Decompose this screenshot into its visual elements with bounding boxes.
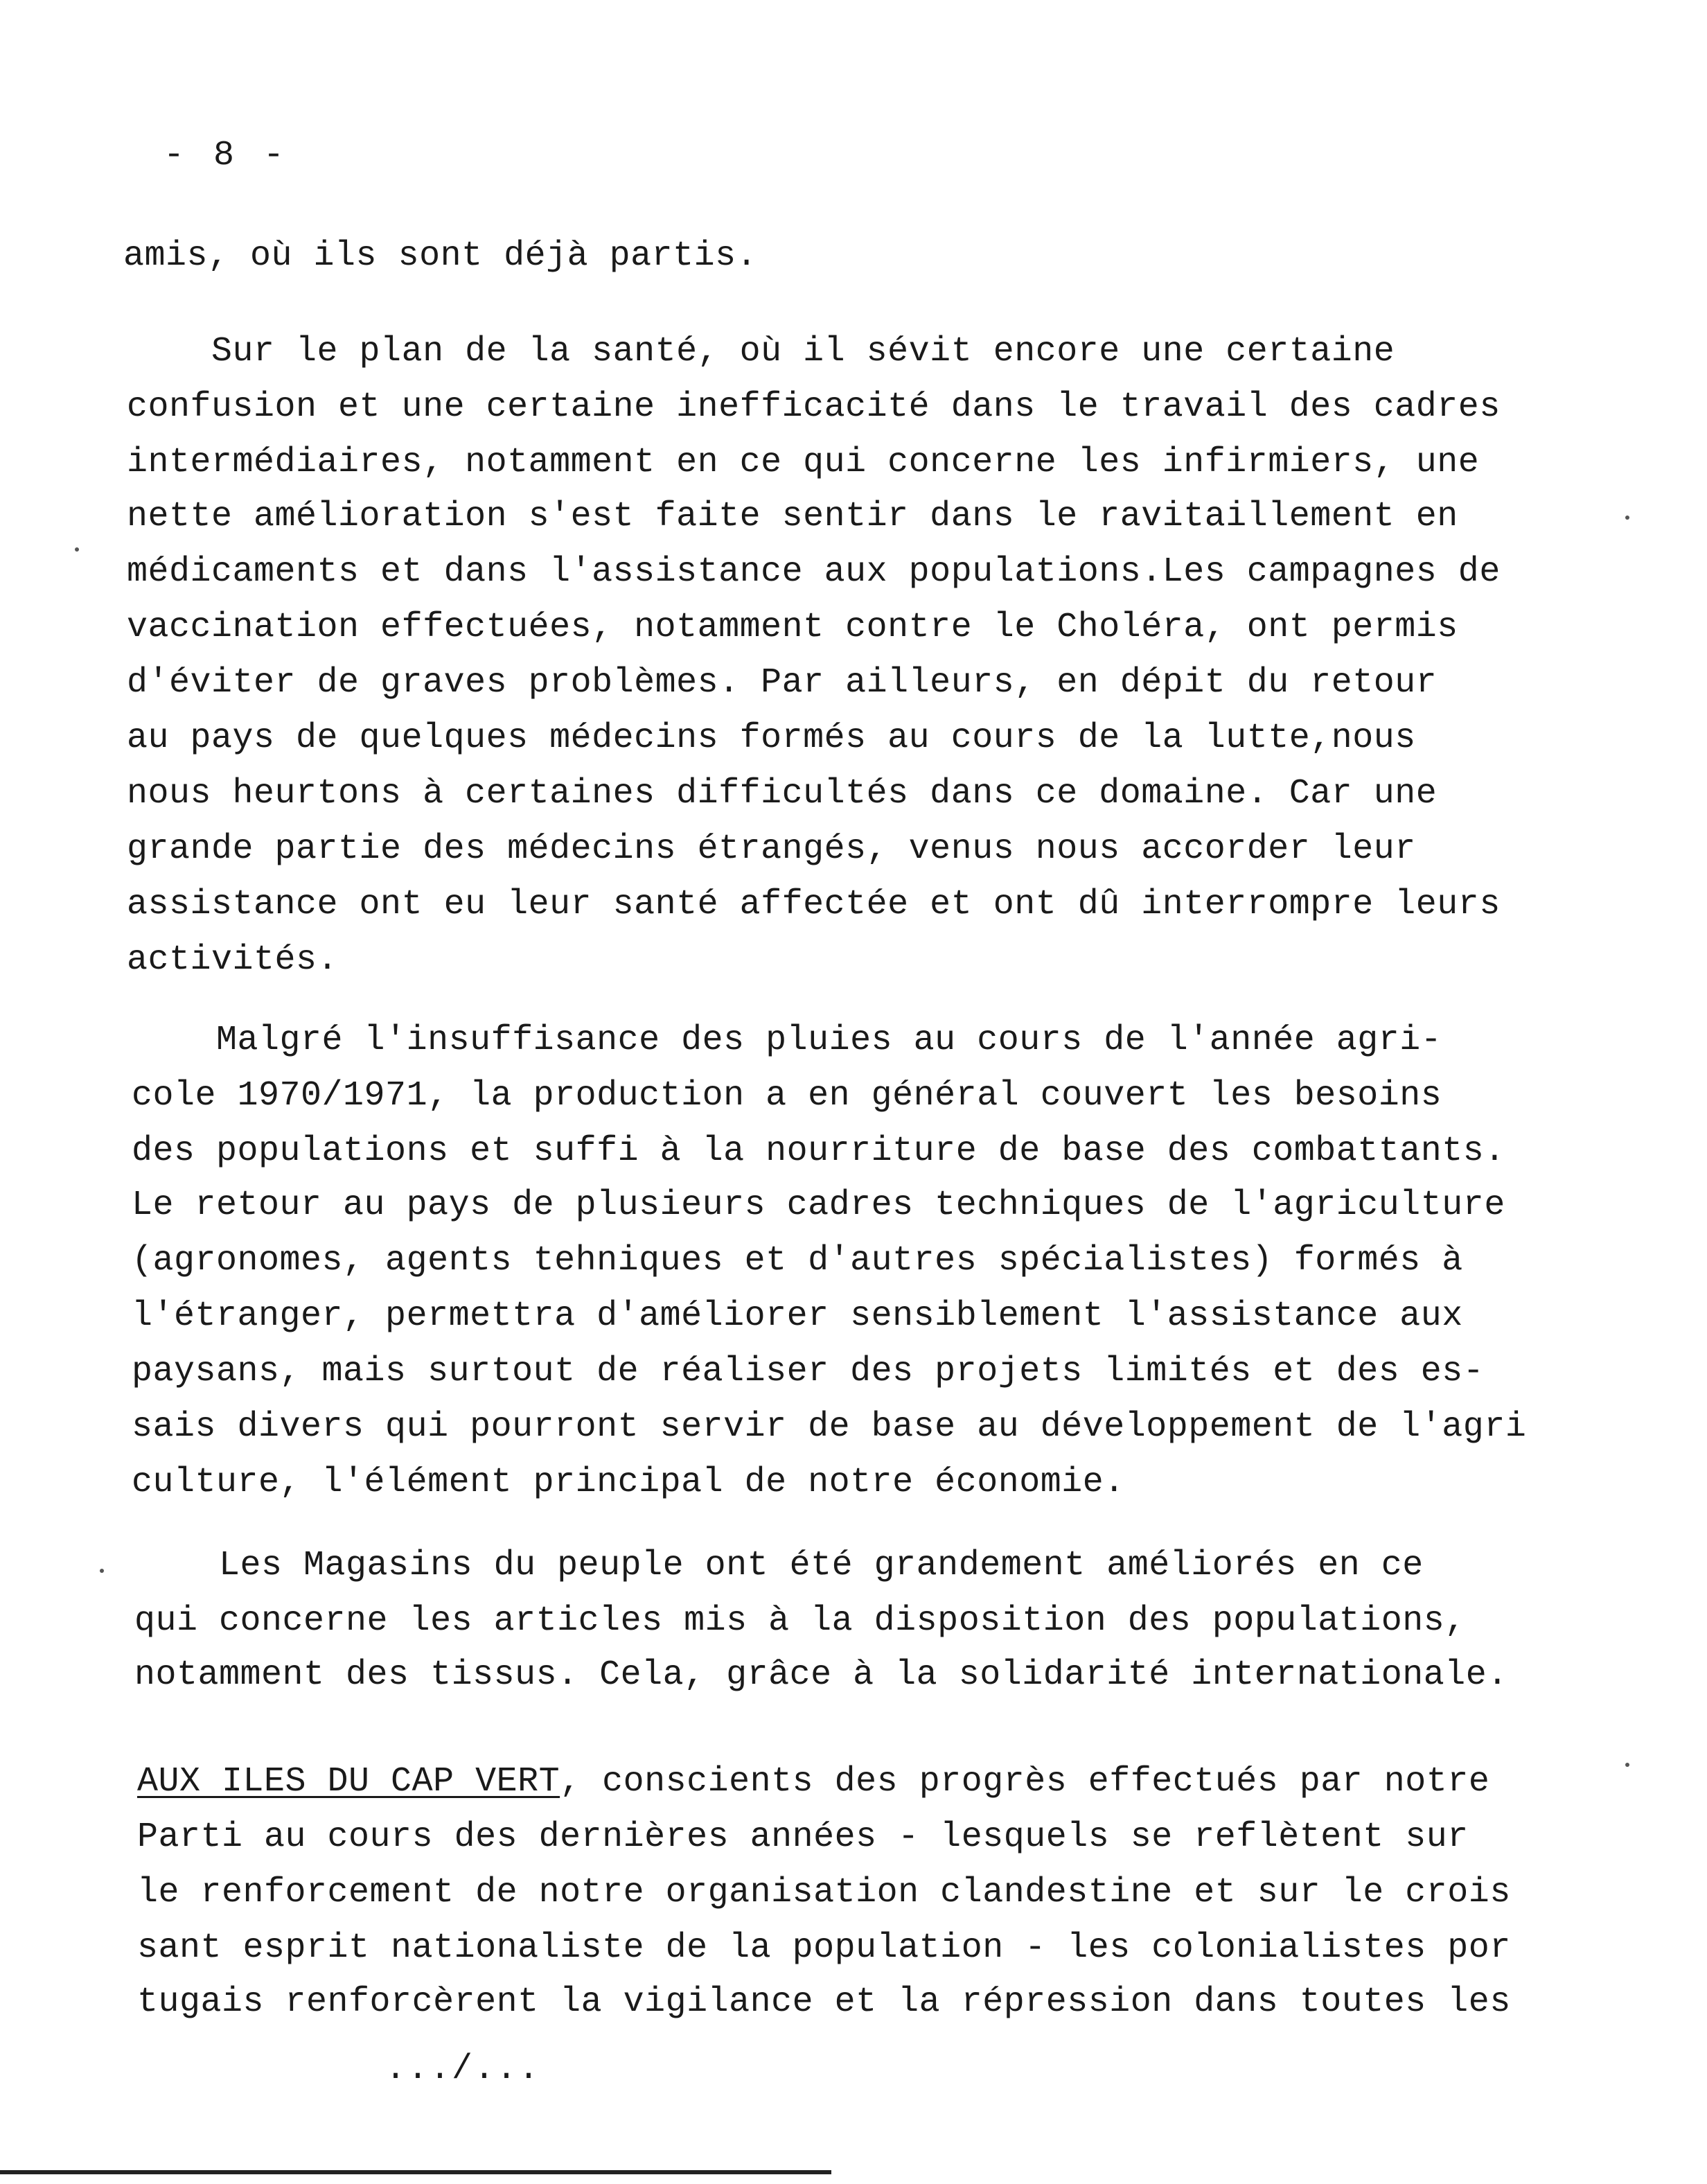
text-line: nous heurtons à certaines difficultés dans ce domaine. Car une bbox=[127, 774, 1438, 813]
continuation-mark: .../... bbox=[385, 2050, 541, 2089]
text-line: notamment des tissus. Cela, grâce à la solidarité internationale. bbox=[134, 1655, 1508, 1695]
text-line: confusion et une certaine inefficacité dans le travail des cadres bbox=[127, 387, 1501, 427]
text-line: le renforcement de notre organisation clandestine et sur le crois bbox=[137, 1873, 1511, 1912]
text-line: Les Magasins du peuple ont été grandement améliorés en ce bbox=[134, 1546, 1424, 1585]
text-line: l'étranger, permettra d'améliorer sensiblement l'assistance aux bbox=[132, 1296, 1463, 1336]
text-line: cole 1970/1971, la production a en général couvert les besoins bbox=[132, 1076, 1442, 1116]
scan-speck bbox=[100, 1569, 104, 1573]
page-number: - 8 - bbox=[163, 136, 289, 175]
text-line: sais divers qui pourront servir de base au développement de l'agri bbox=[132, 1407, 1527, 1447]
scan-speck bbox=[1625, 516, 1629, 520]
text-line: des populations et suffi à la nourriture de base des combattants. bbox=[132, 1131, 1505, 1171]
text-line: nette amélioration s'est faite sentir dans le ravitaillement en bbox=[127, 497, 1458, 536]
text-line: intermédiaires, notamment en ce qui concerne les infirmiers, une bbox=[127, 443, 1480, 482]
section-line-text: , conscients des progrès effectués par notre bbox=[560, 1762, 1490, 1802]
text-line: paysans, mais surtout de réaliser des projets limités et des es- bbox=[132, 1352, 1485, 1391]
page-bottom-edge bbox=[0, 2170, 831, 2174]
text-line: au pays de quelques médecins formés au cours de la lutte,nous bbox=[127, 719, 1416, 758]
text-line: assistance ont eu leur santé affectée et ont dû interrompre leurs bbox=[127, 885, 1501, 924]
text-line: sant esprit nationaliste de la population - les colonialistes por bbox=[137, 1928, 1511, 1968]
text-line: vaccination effectuées, notamment contre le Choléra, ont permis bbox=[127, 608, 1458, 647]
text-line: Malgré l'insuffisance des pluies au cours de l'année agri- bbox=[132, 1021, 1442, 1060]
text-line: Parti au cours des dernières années - lesquels se reflètent sur bbox=[137, 1817, 1469, 1857]
text-line: culture, l'élément principal de notre économie. bbox=[132, 1463, 1125, 1502]
text-line: Sur le plan de la santé, où il sévit encore une certaine bbox=[127, 332, 1395, 371]
text-line: grande partie des médecins étrangés, venus nous accorder leur bbox=[127, 829, 1416, 869]
text-line: activités. bbox=[127, 940, 339, 980]
text-line: (agronomes, agents tehniques et d'autres spécialistes) formés à bbox=[132, 1241, 1463, 1280]
text-line: Le retour au pays de plusieurs cadres techniques de l'agriculture bbox=[132, 1186, 1505, 1225]
text-line: qui concerne les articles mis à la disposition des populations, bbox=[134, 1601, 1466, 1641]
text-line: médicaments et dans l'assistance aux populations.Les campagnes de bbox=[127, 552, 1501, 592]
section-line bbox=[137, 1761, 1489, 1803]
scan-speck bbox=[1625, 1763, 1629, 1767]
text-line: amis, où ils sont déjà partis. bbox=[123, 236, 758, 276]
text-line: d'éviter de graves problèmes. Par ailleurs, en dépit du retour bbox=[127, 663, 1438, 703]
text-line: tugais renforcèrent la vigilance et la répression dans toutes les bbox=[137, 1982, 1511, 2022]
scan-speck bbox=[75, 547, 79, 552]
section-heading: AUX ILES DU CAP VERT bbox=[137, 1762, 560, 1802]
